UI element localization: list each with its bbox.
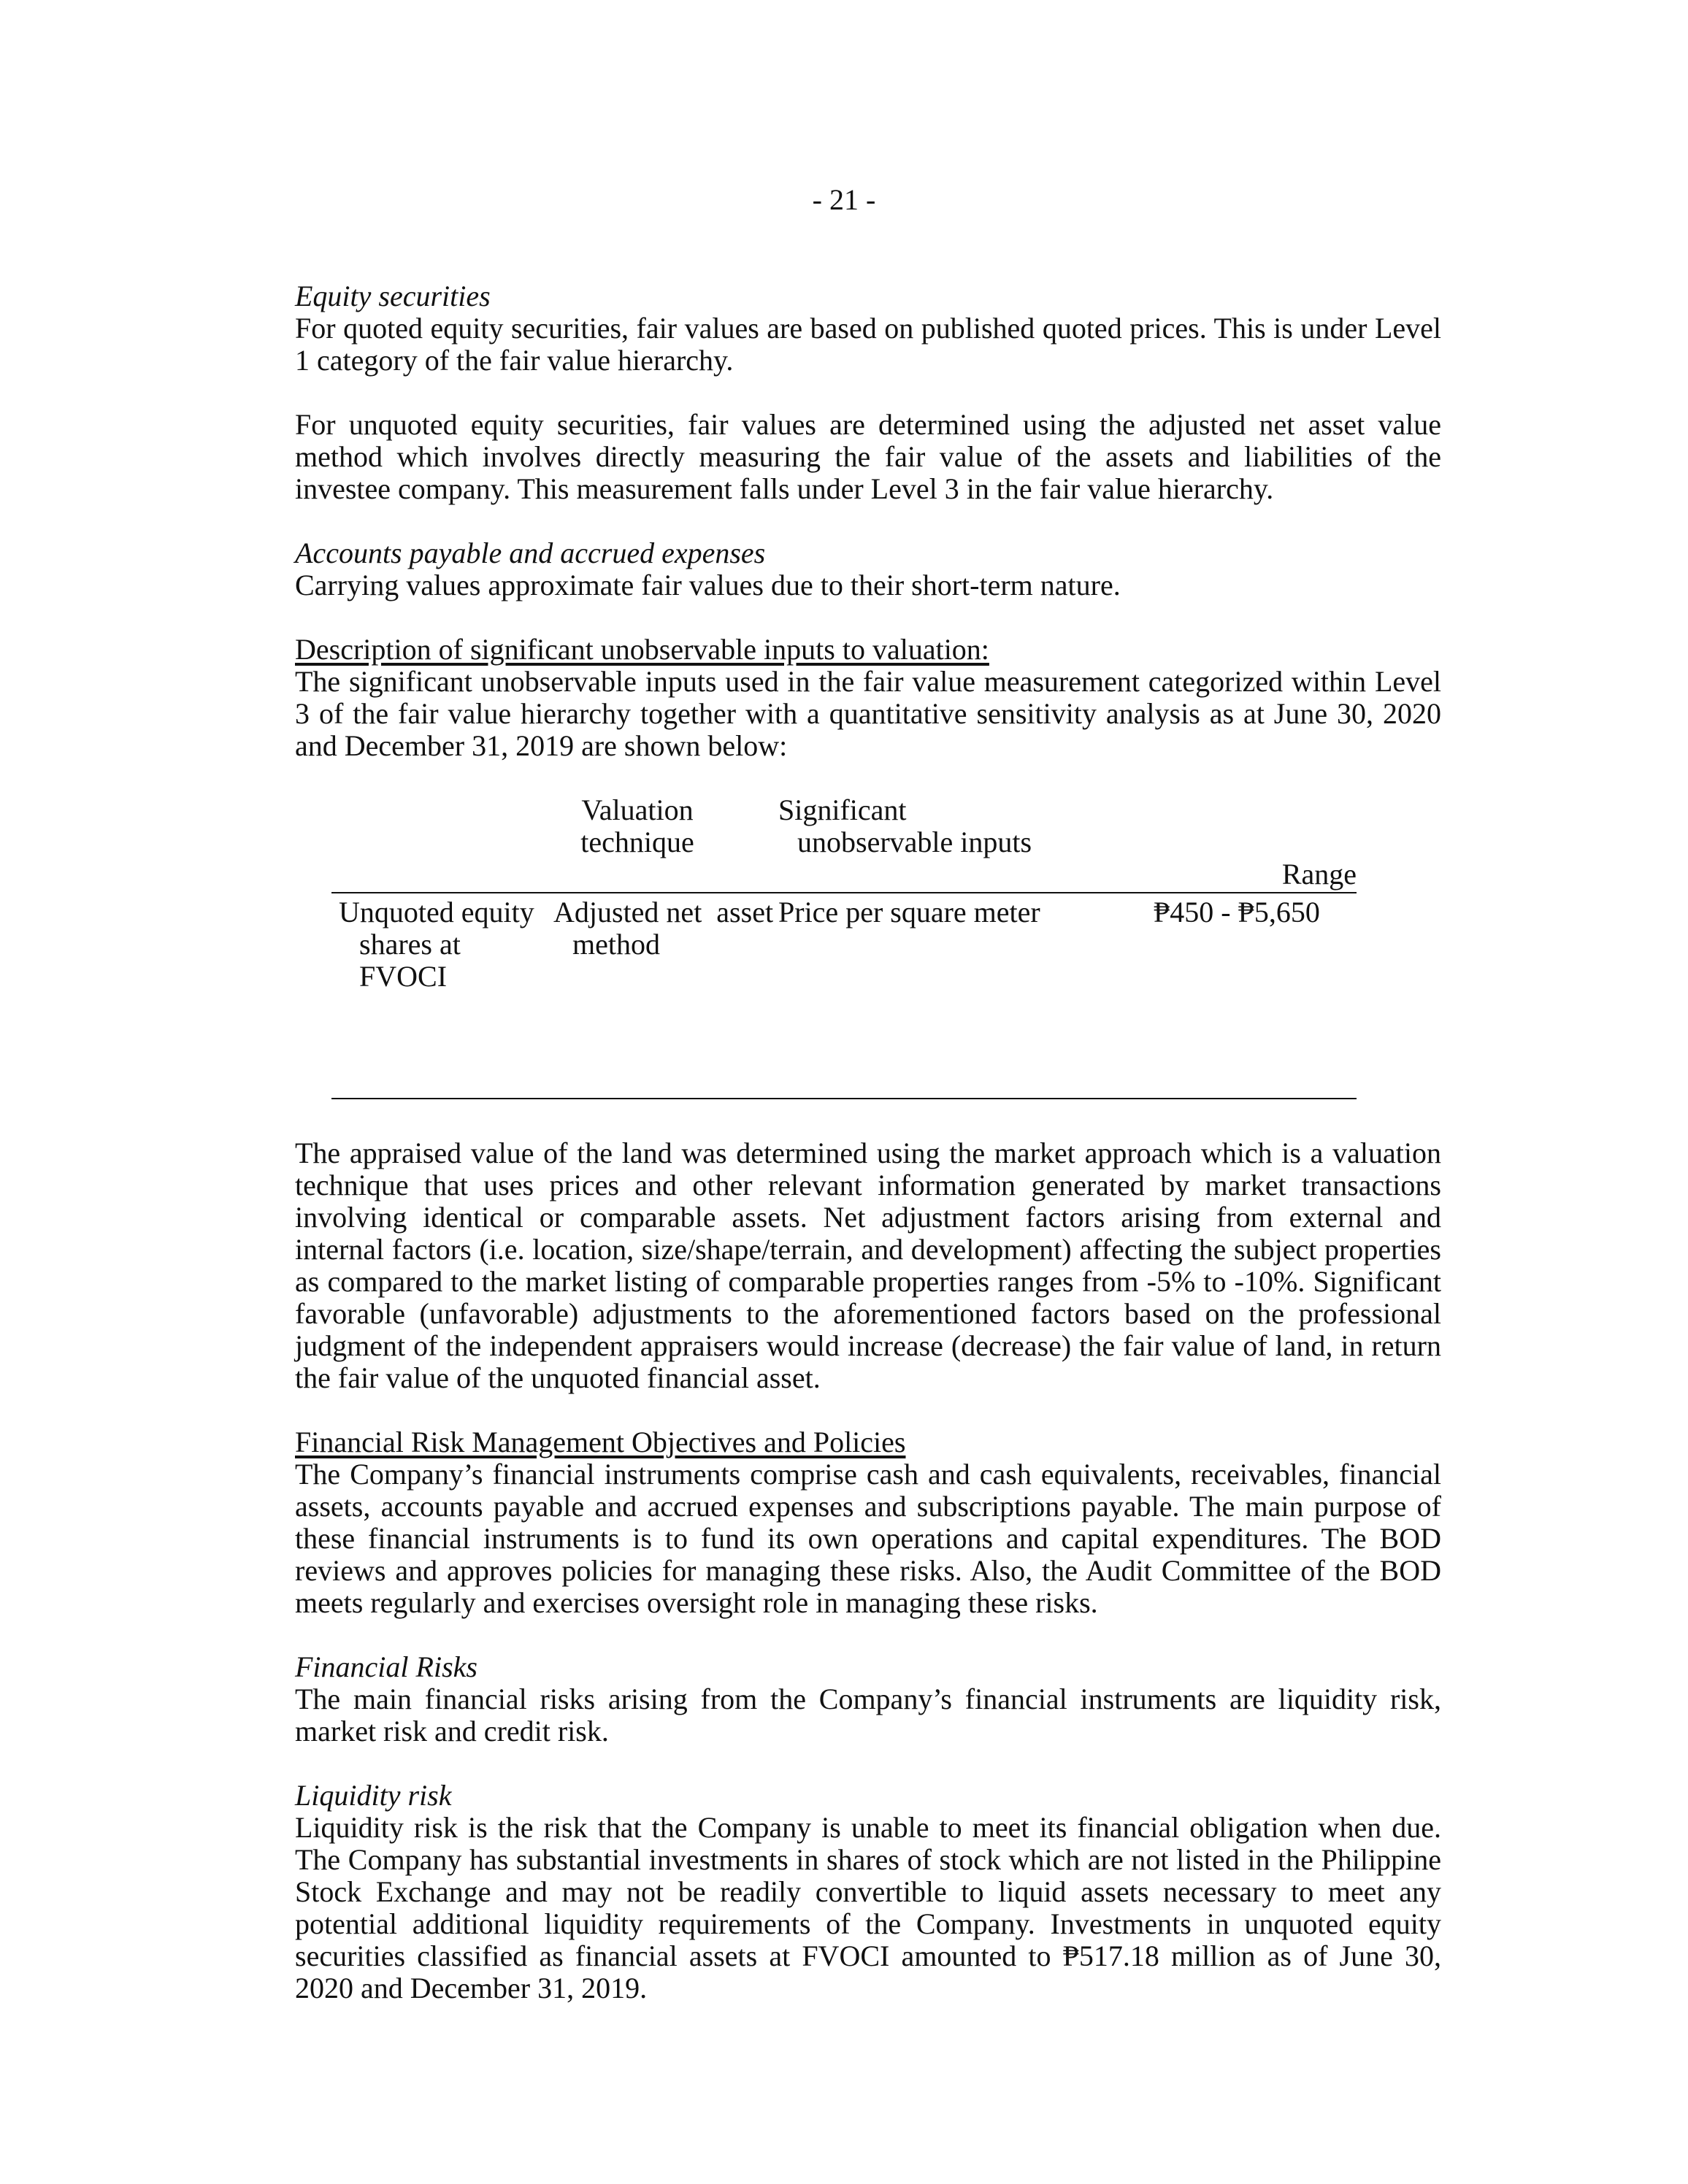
appraised-value-section [295,1137,1441,1394]
appraised-value-paragraph: The appraised value of the land was determined using the market approach which is a valuation technique that uses prices and other relevant information generated by market transactions involving identical or comparable assets. Net adjustment factors arising from external and internal factors (i.e. location, size/shape/terrain, and development) affecting the subject properties as compared to the market listing of comparable properties ranges from -5% to -10%. Significant favorable (unfavorable) adjustments to the aforementioned factors based on the professional judgment of the independent appraisers would increase (decrease) the fair value of land, in return the fair value of the unquoted financial asset. [295,1137,1441,1394]
equity-securities-section [295,280,1441,377]
row-range-cell: ₱450 - ₱5,650 [1154,896,1320,928]
table-bottom-rule [331,1098,1357,1099]
row-technique-cell [553,896,780,961]
row-item-line1: Unquoted equity [339,896,534,928]
equity-securities-heading: Equity securities [295,280,491,312]
document-body [295,280,1441,2037]
header-significant-inputs [778,794,1056,858]
unquoted-equity-paragraph: For unquoted equity securities, fair values are determined using the adjusted net asset value method which involves directly measuring the fair value of the assets and liabilities of the investee company. This measurement falls under Level 3 in the fair value hierarchy. [295,408,1441,505]
unobservable-inputs-heading: Description of significant unobservable inputs to valuation: [295,633,989,666]
unobservable-inputs-paragraph: The significant unobservable inputs used in the fair value measurement categorized within Level 3 of the fair value hierarchy together with a quantitative sensitivity analysis as at June 30, 2020 and December 31, 2019 are shown below: [295,665,1441,762]
header-significant-line1: Significant [778,793,907,826]
quoted-equity-paragraph: For quoted equity securities, fair values are based on published quoted prices. This is under Level 1 category of the fair value hierarchy. [295,312,1441,377]
risk-management-heading: Financial Risk Management Objectives and Policies [295,1426,906,1458]
risk-management-paragraph: The Company’s financial instruments comprise cash and cash equivalents, receivables, financial assets, accounts payable and accrued expenses and subscriptions payable. The main purpose of these financial instruments is to fund its own operations and capital expenditures. The BOD reviews and approves policies for managing these risks. Also, the Audit Committee of the BOD meets regularly and exercises oversight role in managing these risks. [295,1458,1441,1619]
financial-risks-heading: Financial Risks [295,1650,477,1683]
row-item-line3: FVOCI [359,960,448,993]
row-technique-line1: Adjusted net asset [553,896,774,928]
unobservable-inputs-section [295,634,1441,762]
liquidity-risk-section [295,1780,1441,2004]
liquidity-risk-paragraph: Liquidity risk is the risk that the Company is unable to meet its financial obligation when due. The Company has substantial investments in shares of stock which are not listed in the Philippine Stock Exchange and may not be readily convertible to liquid assets necessary to meet any potential additional liquidity requirements of the Company. Investments in unquoted equity securities classified as financial assets at FVOCI amounted to ₱517.18 million as of June 30, 2020 and December 31, 2019. [295,1811,1441,2004]
row-input-cell: Price per square meter [778,896,1040,928]
header-valuation-technique [553,794,721,858]
financial-risks-paragraph: The main financial risks arising from the Company’s financial instruments are liquidity risk, market risk and credit risk. [295,1683,1441,1747]
header-significant-line2: unobservable inputs [797,826,1032,858]
valuation-table [331,794,1357,1137]
risk-management-section [295,1426,1441,1619]
accounts-payable-section [295,537,1441,601]
unquoted-equity-section [295,409,1441,505]
header-range: Range [1281,858,1357,891]
accounts-payable-heading: Accounts payable and accrued expenses [295,537,766,569]
financial-risks-section [295,1651,1441,1747]
row-item-cell [339,896,550,993]
row-item-line2: shares at [359,928,461,961]
table-top-rule [331,892,1357,893]
accounts-payable-paragraph: Carrying values approximate fair values due to their short-term nature. [295,569,1121,601]
page-number: - 21 - [812,183,876,216]
header-valuation-line2: technique [580,826,694,858]
liquidity-risk-heading: Liquidity risk [295,1779,452,1812]
row-technique-line2: method [572,928,660,961]
header-valuation-line1: Valuation [581,793,694,826]
